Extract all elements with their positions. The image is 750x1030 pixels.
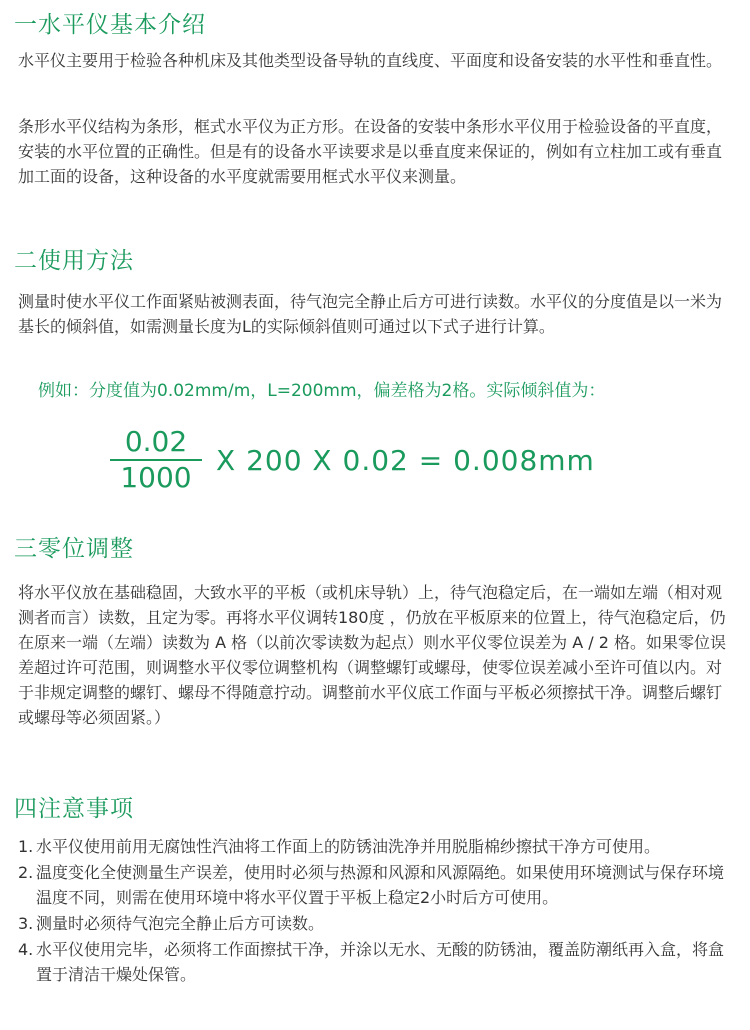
section-3-paragraph-1: 将水平仪放在基础稳固，大致水平的平板（或机床导轨）上，待气泡稳定后，在一端如左端（相对观测者而言）读数，且定为零。再将水平仪调转180度 ，仍放在平板原来的位置上，待气泡稳定后，仍在原来一端（左端）读数为 A 格（以前次零读数为起点）则水平仪零位误差为 A / 2 格。如果零位误差超过许可范围，则调整水平仪零位调整机构（调整螺钉或螺母，使零位误差减小至许可值以内。对于非规定调整的螺钉、螺母不得随意拧动。调整前水平仪底工作面与平板必须擦拭干净。调整后螺钉或螺母等必须固紧。） [18, 583, 726, 727]
formula [110, 420, 595, 500]
list-item-number: 4. [18, 940, 34, 959]
section-4-title: 四注意事项 [14, 796, 134, 822]
list-item [18, 937, 738, 987]
formula-fraction [110, 427, 202, 493]
fraction-denominator: 1000 [120, 461, 192, 494]
list-item-text: 温度变化全使测量生产误差，使用时必须与热源和风源和风源隔绝。如果使用环境测试与保存环境温度不同，则需在使用环境中将水平仪置于平板上稳定2小时后方可使用。 [36, 863, 725, 907]
list-item [18, 860, 738, 910]
section-1-title: 一水平仪基本介绍 [14, 12, 206, 38]
example-text: 例如：分度值为0.02mm/m，L=200mm，偏差格为2格。实际倾斜值为： [38, 381, 606, 401]
list-item-text: 水平仪使用完毕，必须将工作面擦拭干净，并涂以无水、无酸的防锈油，覆盖防潮纸再入盒，将盒置于清洁干燥处保管。 [36, 940, 725, 984]
fraction-numerator: 0.02 [124, 425, 188, 458]
list-item-text: 测量时必须待气泡完全静止后方可读数。 [36, 914, 325, 933]
section-2-title: 二使用方法 [14, 248, 134, 274]
list-item [18, 834, 738, 859]
section-1-paragraph-2: 条形水平仪结构为条形，框式水平仪为正方形。在设备的安装中条形水平仪用于检验设备的平直度，安装的水平位置的正确性。但是有的设备水平读要求是以垂直度来保证的，例如有立柱加工或有垂直加工面的设备，这种设备的水平度就需要用框式水平仪来测量。 [18, 117, 723, 186]
section-3-title: 三零位调整 [14, 536, 134, 562]
list-item-number: 2. [18, 863, 34, 882]
notes-list [18, 834, 738, 988]
list-item-text: 水平仪使用前用无腐蚀性汽油将工作面上的防锈油洗净并用脱脂棉纱擦拭干净方可使用。 [36, 837, 661, 856]
formula-expression: X 200 X 0.02 = 0.008mm [216, 443, 595, 477]
list-item-number: 1. [18, 837, 34, 856]
list-item-number: 3. [18, 914, 34, 933]
section-1-paragraph-1: 水平仪主要用于检验各种机床及其他类型设备导轨的直线度、平面度和设备安装的水平性和垂直性。 [18, 51, 723, 70]
list-item [18, 911, 738, 936]
section-2-paragraph-1: 测量时使水平仪工作面紧贴被测表面，待气泡完全静止后方可进行读数。水平仪的分度值是以一米为基长的倾斜值，如需测量长度为L的实际倾斜值则可通过以下式子进行计算。 [18, 292, 723, 336]
